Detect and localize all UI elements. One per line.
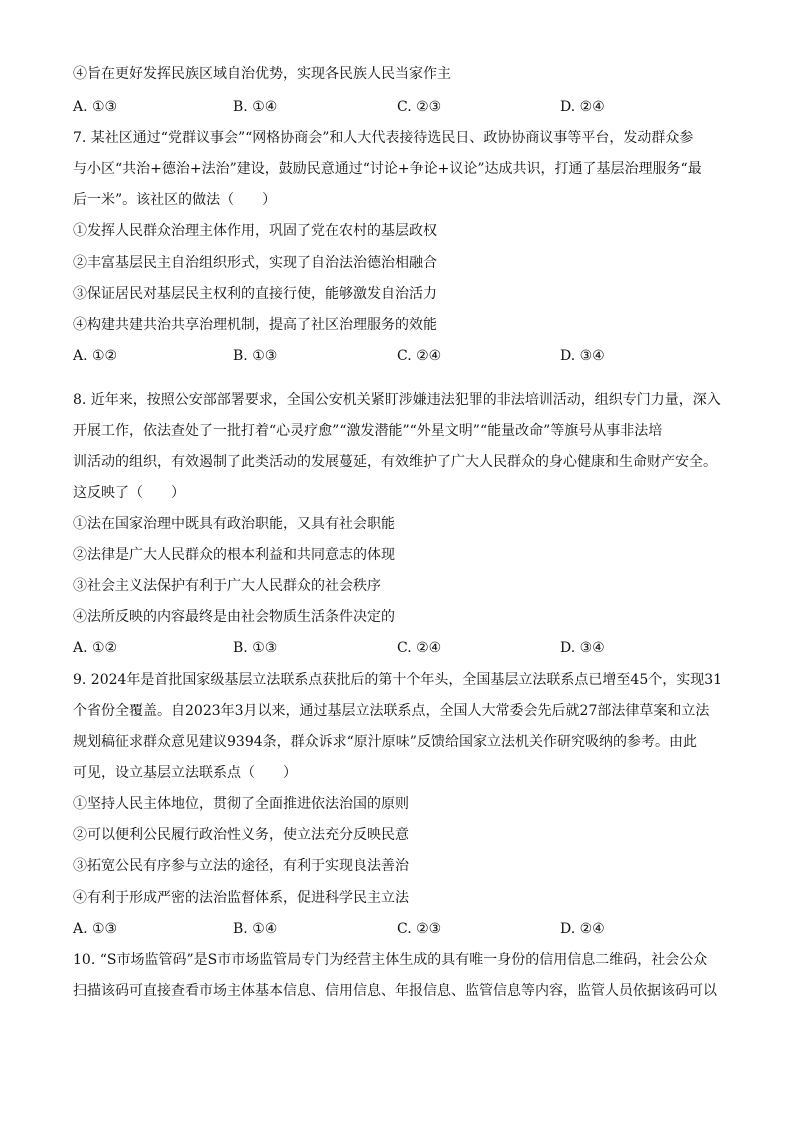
q8-options bbox=[73, 638, 733, 658]
q9-statement-3: ③拓宽公民有序参与立法的途径，有利于实现良法善治 bbox=[73, 858, 409, 874]
q10-stem-line-2: 扫描该码可直接查看市场主体基本信息、信用信息、年报信息、监管信息等内容，监管人员依据该码可以 bbox=[73, 983, 717, 999]
q8-option-c: C. ②④ bbox=[397, 640, 442, 656]
q8-option-d: D. ③④ bbox=[560, 640, 605, 656]
q8-statement-4: ④法所反映的内容最终是由社会物质生活条件决定的 bbox=[73, 609, 395, 625]
q6-options bbox=[73, 97, 733, 117]
q9-option-b: B. ①④ bbox=[233, 921, 278, 937]
q7-statement-1: ①发挥人民群众治理主体作用，巩固了党在农村的基层政权 bbox=[73, 223, 437, 239]
q7-statement-4: ④构建共建共治共享治理机制，提高了社区治理服务的效能 bbox=[73, 317, 437, 333]
q9-option-a: A. ①③ bbox=[73, 921, 118, 937]
q6-option-c: C. ②③ bbox=[397, 99, 442, 115]
q6-option-a: A. ①③ bbox=[73, 99, 118, 115]
q7-option-a: A. ①② bbox=[73, 348, 118, 364]
q9-stem-line-4: 可见，设立基层立法联系点（ ） bbox=[73, 765, 297, 781]
q8-option-a: A. ①② bbox=[73, 640, 118, 656]
q7-statement-3: ③保证居民对基层民主权利的直接行使，能够激发自治活力 bbox=[73, 286, 437, 302]
q7-option-c: C. ②④ bbox=[397, 348, 442, 364]
q8-statement-1: ①法在国家治理中既具有政治职能，又具有社会职能 bbox=[73, 516, 395, 532]
q9-statement-2: ②可以便利公民履行政治性义务，使立法充分反映民意 bbox=[73, 827, 409, 843]
q9-statement-1: ①坚持人民主体地位，贯彻了全面推进依法治国的原则 bbox=[73, 796, 409, 812]
q8-stem-line-3: 训活动的组织，有效遏制了此类活动的发展蔓延，有效维护了广大人民群众的身心健康和生命财产安全。 bbox=[73, 454, 717, 470]
q6-option-d: D. ②④ bbox=[560, 99, 605, 115]
q6-option-b: B. ①④ bbox=[233, 99, 278, 115]
q7-stem-line-2: 与小区“共治+德治+法治”建设，鼓励民意通过“讨论+争论+议论”达成共识，打通了基层治理服务“最 bbox=[73, 161, 702, 177]
q7-option-d: D. ③④ bbox=[560, 348, 605, 364]
q7-option-b: B. ①③ bbox=[233, 348, 278, 364]
q9-stem-line-1: 9. 2024年是首批国家级基层立法联系点获批后的第十个年头，全国基层立法联系点已增至45个，实现31 bbox=[73, 672, 723, 688]
q10-stem-line-1: 10. “S市场监管码”是S市市场监管局专门为经营主体生成的具有唯一身份的信用信息二维码，社会公众 bbox=[73, 952, 708, 968]
q8-stem-line-1: 8. 近年来，按照公安部部署要求，全国公安机关紧盯涉嫌违法犯罪的非法培训活动，组织专门力量，深入 bbox=[73, 392, 721, 408]
q9-stem-line-3: 规划稿征求群众意见建议9394条，群众诉求“原汁原味”反馈给国家立法机关作研究吸纳的参考。由此 bbox=[73, 734, 697, 750]
q9-options bbox=[73, 919, 733, 939]
q8-statement-3: ③社会主义法保护有利于广大人民群众的社会秩序 bbox=[73, 578, 381, 594]
q7-stem-line-1: 7. 某社区通过“党群议事会”“网格协商会”和人大代表接待选民日、政协协商议事等平台，发动群众参 bbox=[73, 130, 694, 146]
q8-stem-line-2: 开展工作，依法查处了一批打着“心灵疗愈”“激发潜能”“外星文明”“能量改命”等旗号从事非法培 bbox=[73, 423, 663, 439]
q8-option-b: B. ①③ bbox=[233, 640, 278, 656]
q9-option-d: D. ②④ bbox=[560, 921, 605, 937]
q9-stem-line-2: 个省份全覆盖。自2023年3月以来，通过基层立法联系点，全国人大常委会先后就27部法律草案和立法 bbox=[73, 703, 710, 719]
q9-statement-4: ④有利于形成严密的法治监督体系，促进科学民主立法 bbox=[73, 890, 409, 906]
q7-options bbox=[73, 346, 733, 366]
q6-statement-4: ④旨在更好发挥民族区域自治优势，实现各民族人民当家作主 bbox=[73, 66, 451, 82]
q7-stem-line-3: 后一米”。该社区的做法（ ） bbox=[73, 192, 277, 208]
q9-option-c: C. ②③ bbox=[397, 921, 442, 937]
q7-statement-2: ②丰富基层民主自治组织形式，实现了自治法治德治相融合 bbox=[73, 255, 437, 271]
q8-statement-2: ②法律是广大人民群众的根本利益和共同意志的体现 bbox=[73, 547, 395, 563]
q8-stem-line-4: 这反映了（ ） bbox=[73, 485, 185, 501]
